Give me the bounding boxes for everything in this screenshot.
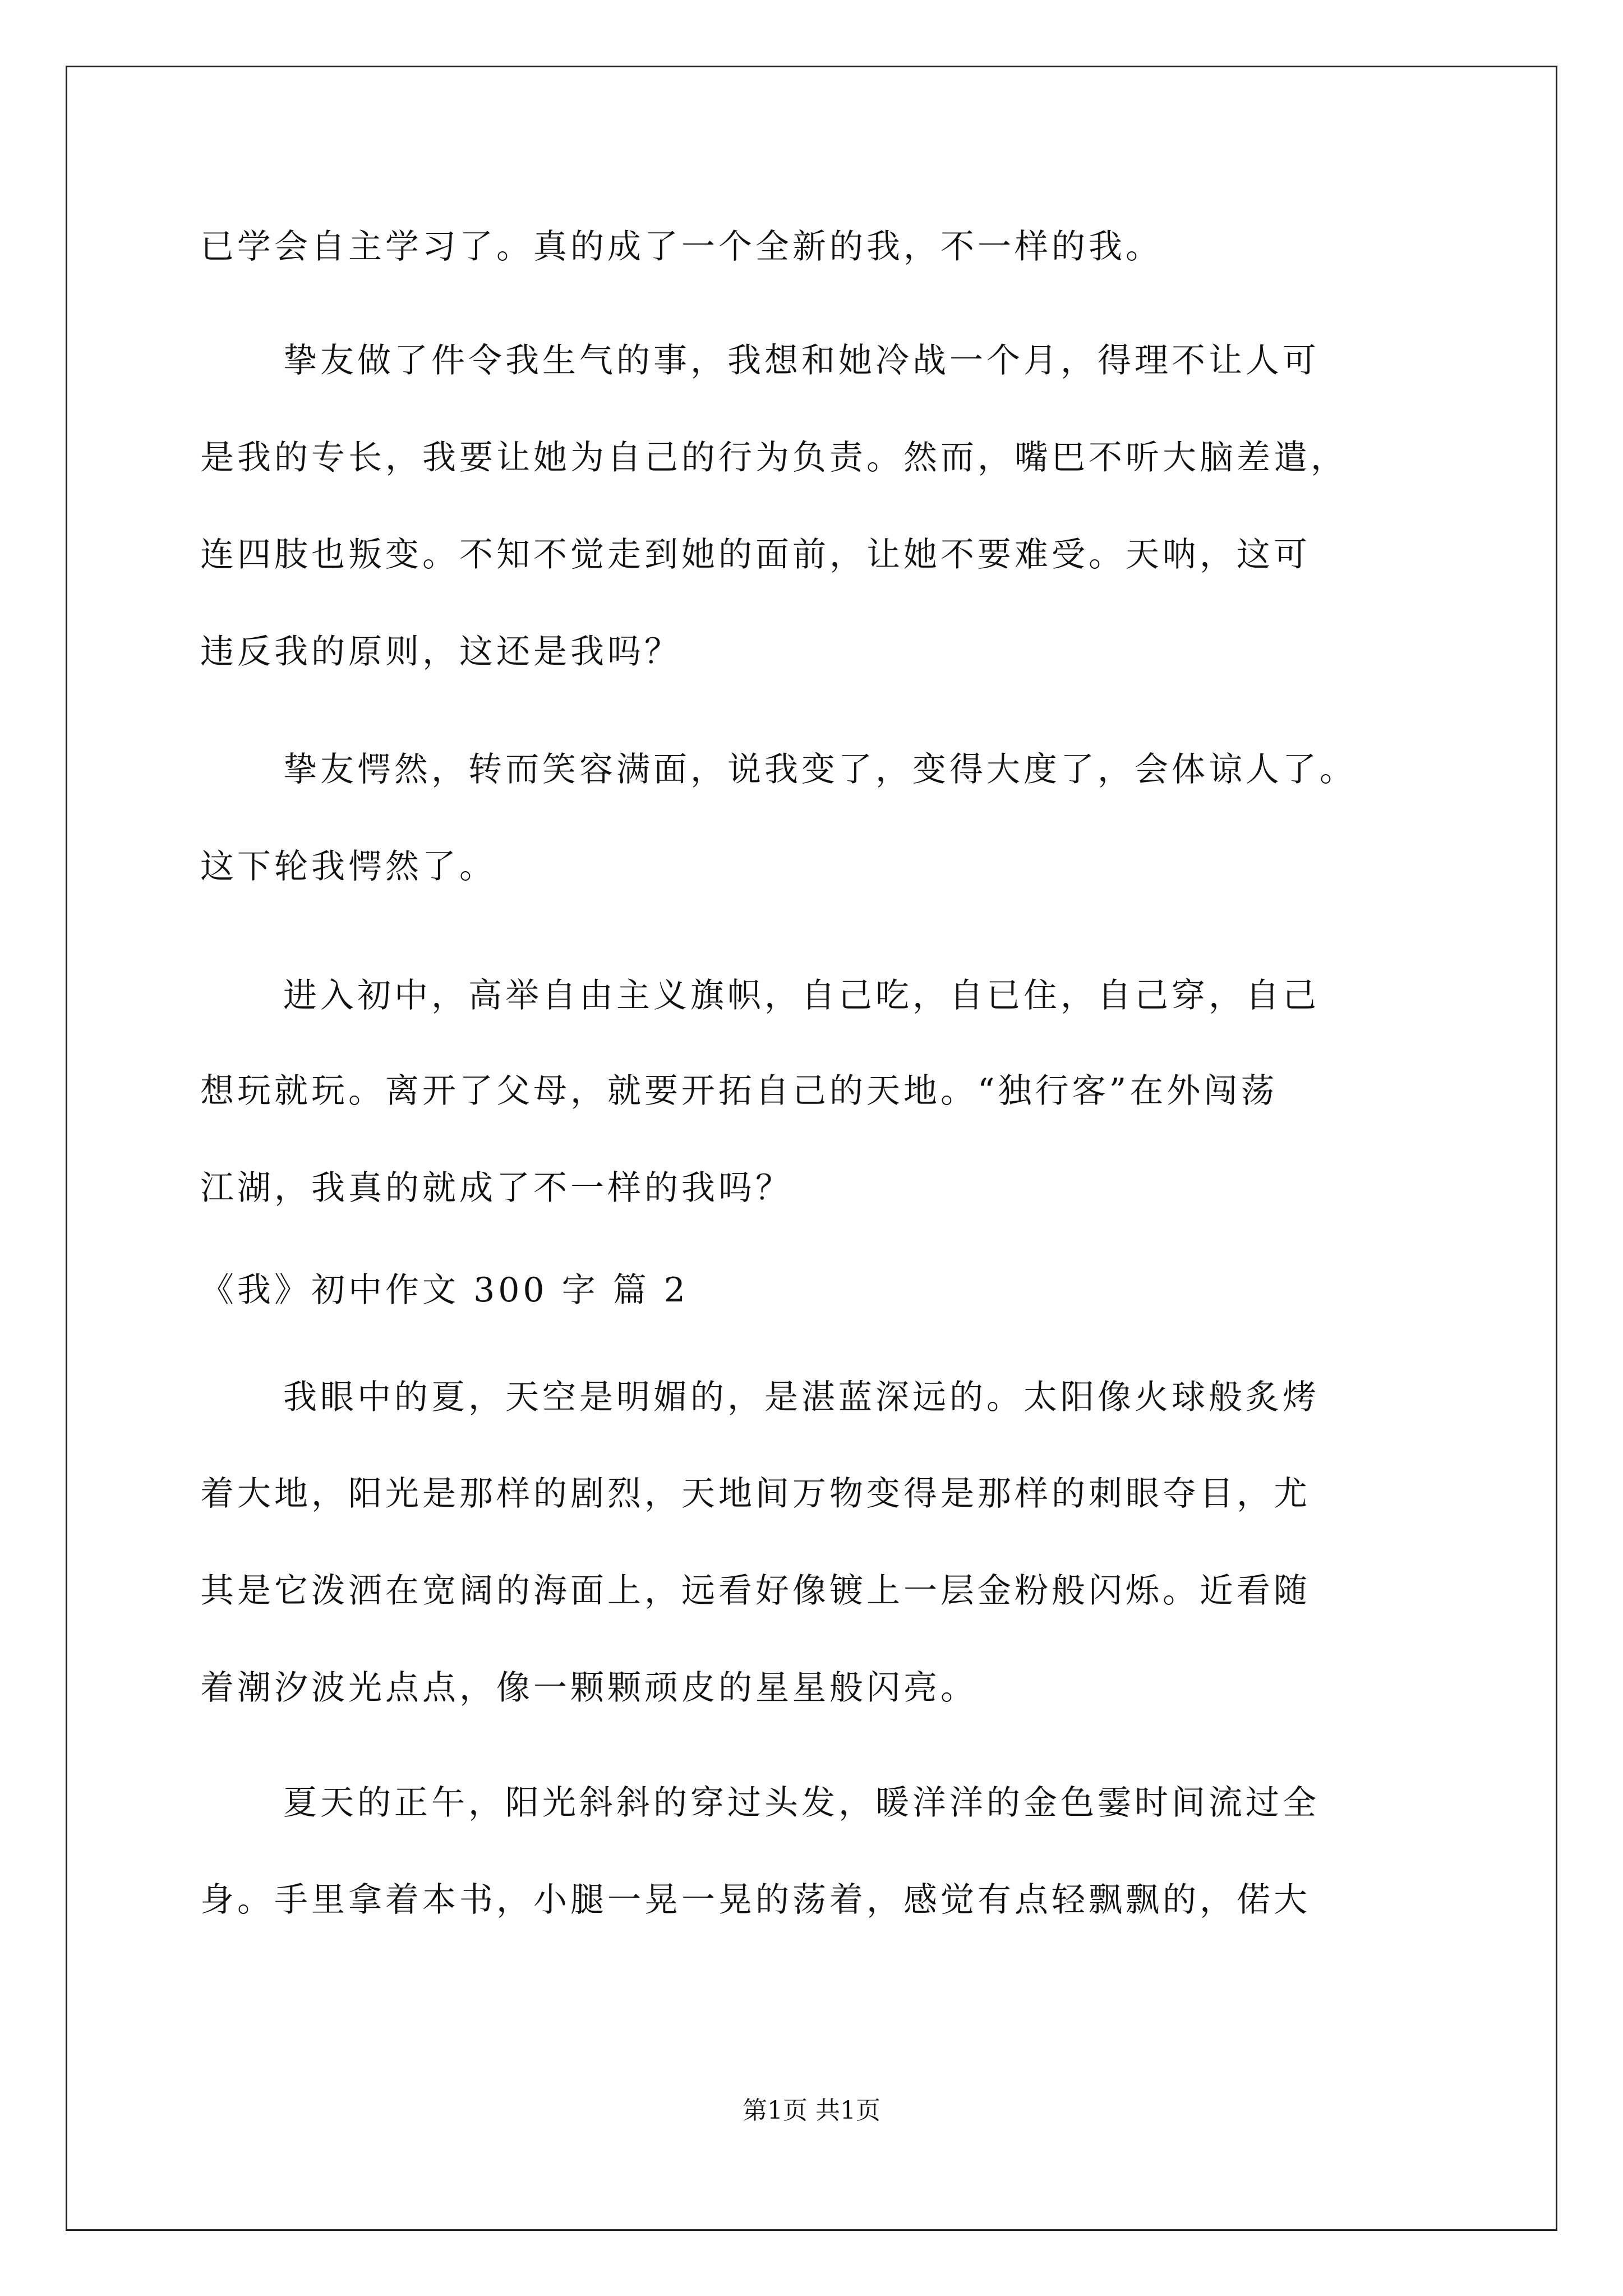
text-line: 江湖，我真的就成了不一样的我吗？	[200, 1168, 792, 1208]
text-line: 我眼中的夏，天空是明媚的，是湛蓝深远的。太阳像火球般炙烤	[283, 1378, 1320, 1417]
text-line: 着潮汐波光点点，像一颗颗顽皮的星星般闪亮。	[200, 1668, 978, 1708]
text-line: 这下轮我愕然了。	[200, 847, 496, 886]
text-line: 想玩就玩。离开了父母，就要开拓自己的天地。“独行客”在外闯荡	[200, 1071, 1278, 1111]
text-line: 夏天的正午，阳光斜斜的穿过头发，暖洋洋的金色霎时间流过全	[283, 1783, 1320, 1823]
text-line: 已学会自主学习了。真的成了一个全新的我，不一样的我。	[200, 227, 1163, 266]
text-line: 连四肢也叛变。不知不觉走到她的面前，让她不要难受。天呐，这可	[200, 535, 1311, 574]
text-line: 进入初中，高举自由主义旗帜，自己吃，自已住，自己穿，自己	[283, 976, 1320, 1015]
text-line: 其是它泼洒在宽阔的海面上，远看好像镀上一层金粉般闪烁。近看随	[200, 1571, 1311, 1611]
text-line: 违反我的原则，这还是我吗？	[200, 632, 681, 671]
text-line: 挚友做了件令我生气的事，我想和她冷战一个月，得理不让人可	[283, 341, 1320, 380]
page-footer: 第1页 共1页	[743, 2096, 880, 2125]
text-line: 挚友愕然，转而笑容满面，说我变了，变得大度了，会体谅人了。	[283, 750, 1357, 789]
section-heading: 《我》初中作文 300 字 篇 2	[200, 1271, 689, 1310]
text-line: 是我的专长，我要让她为自己的行为负责。然而，嘴巴不听大脑差遣，	[200, 438, 1348, 477]
text-line: 身。手里拿着本书，小腿一晃一晃的荡着，感觉有点轻飘飘的，偌大	[200, 1880, 1311, 1920]
text-line: 着大地，阳光是那样的剧烈，天地间万物变得是那样的刺眼夺目，尤	[200, 1474, 1311, 1513]
